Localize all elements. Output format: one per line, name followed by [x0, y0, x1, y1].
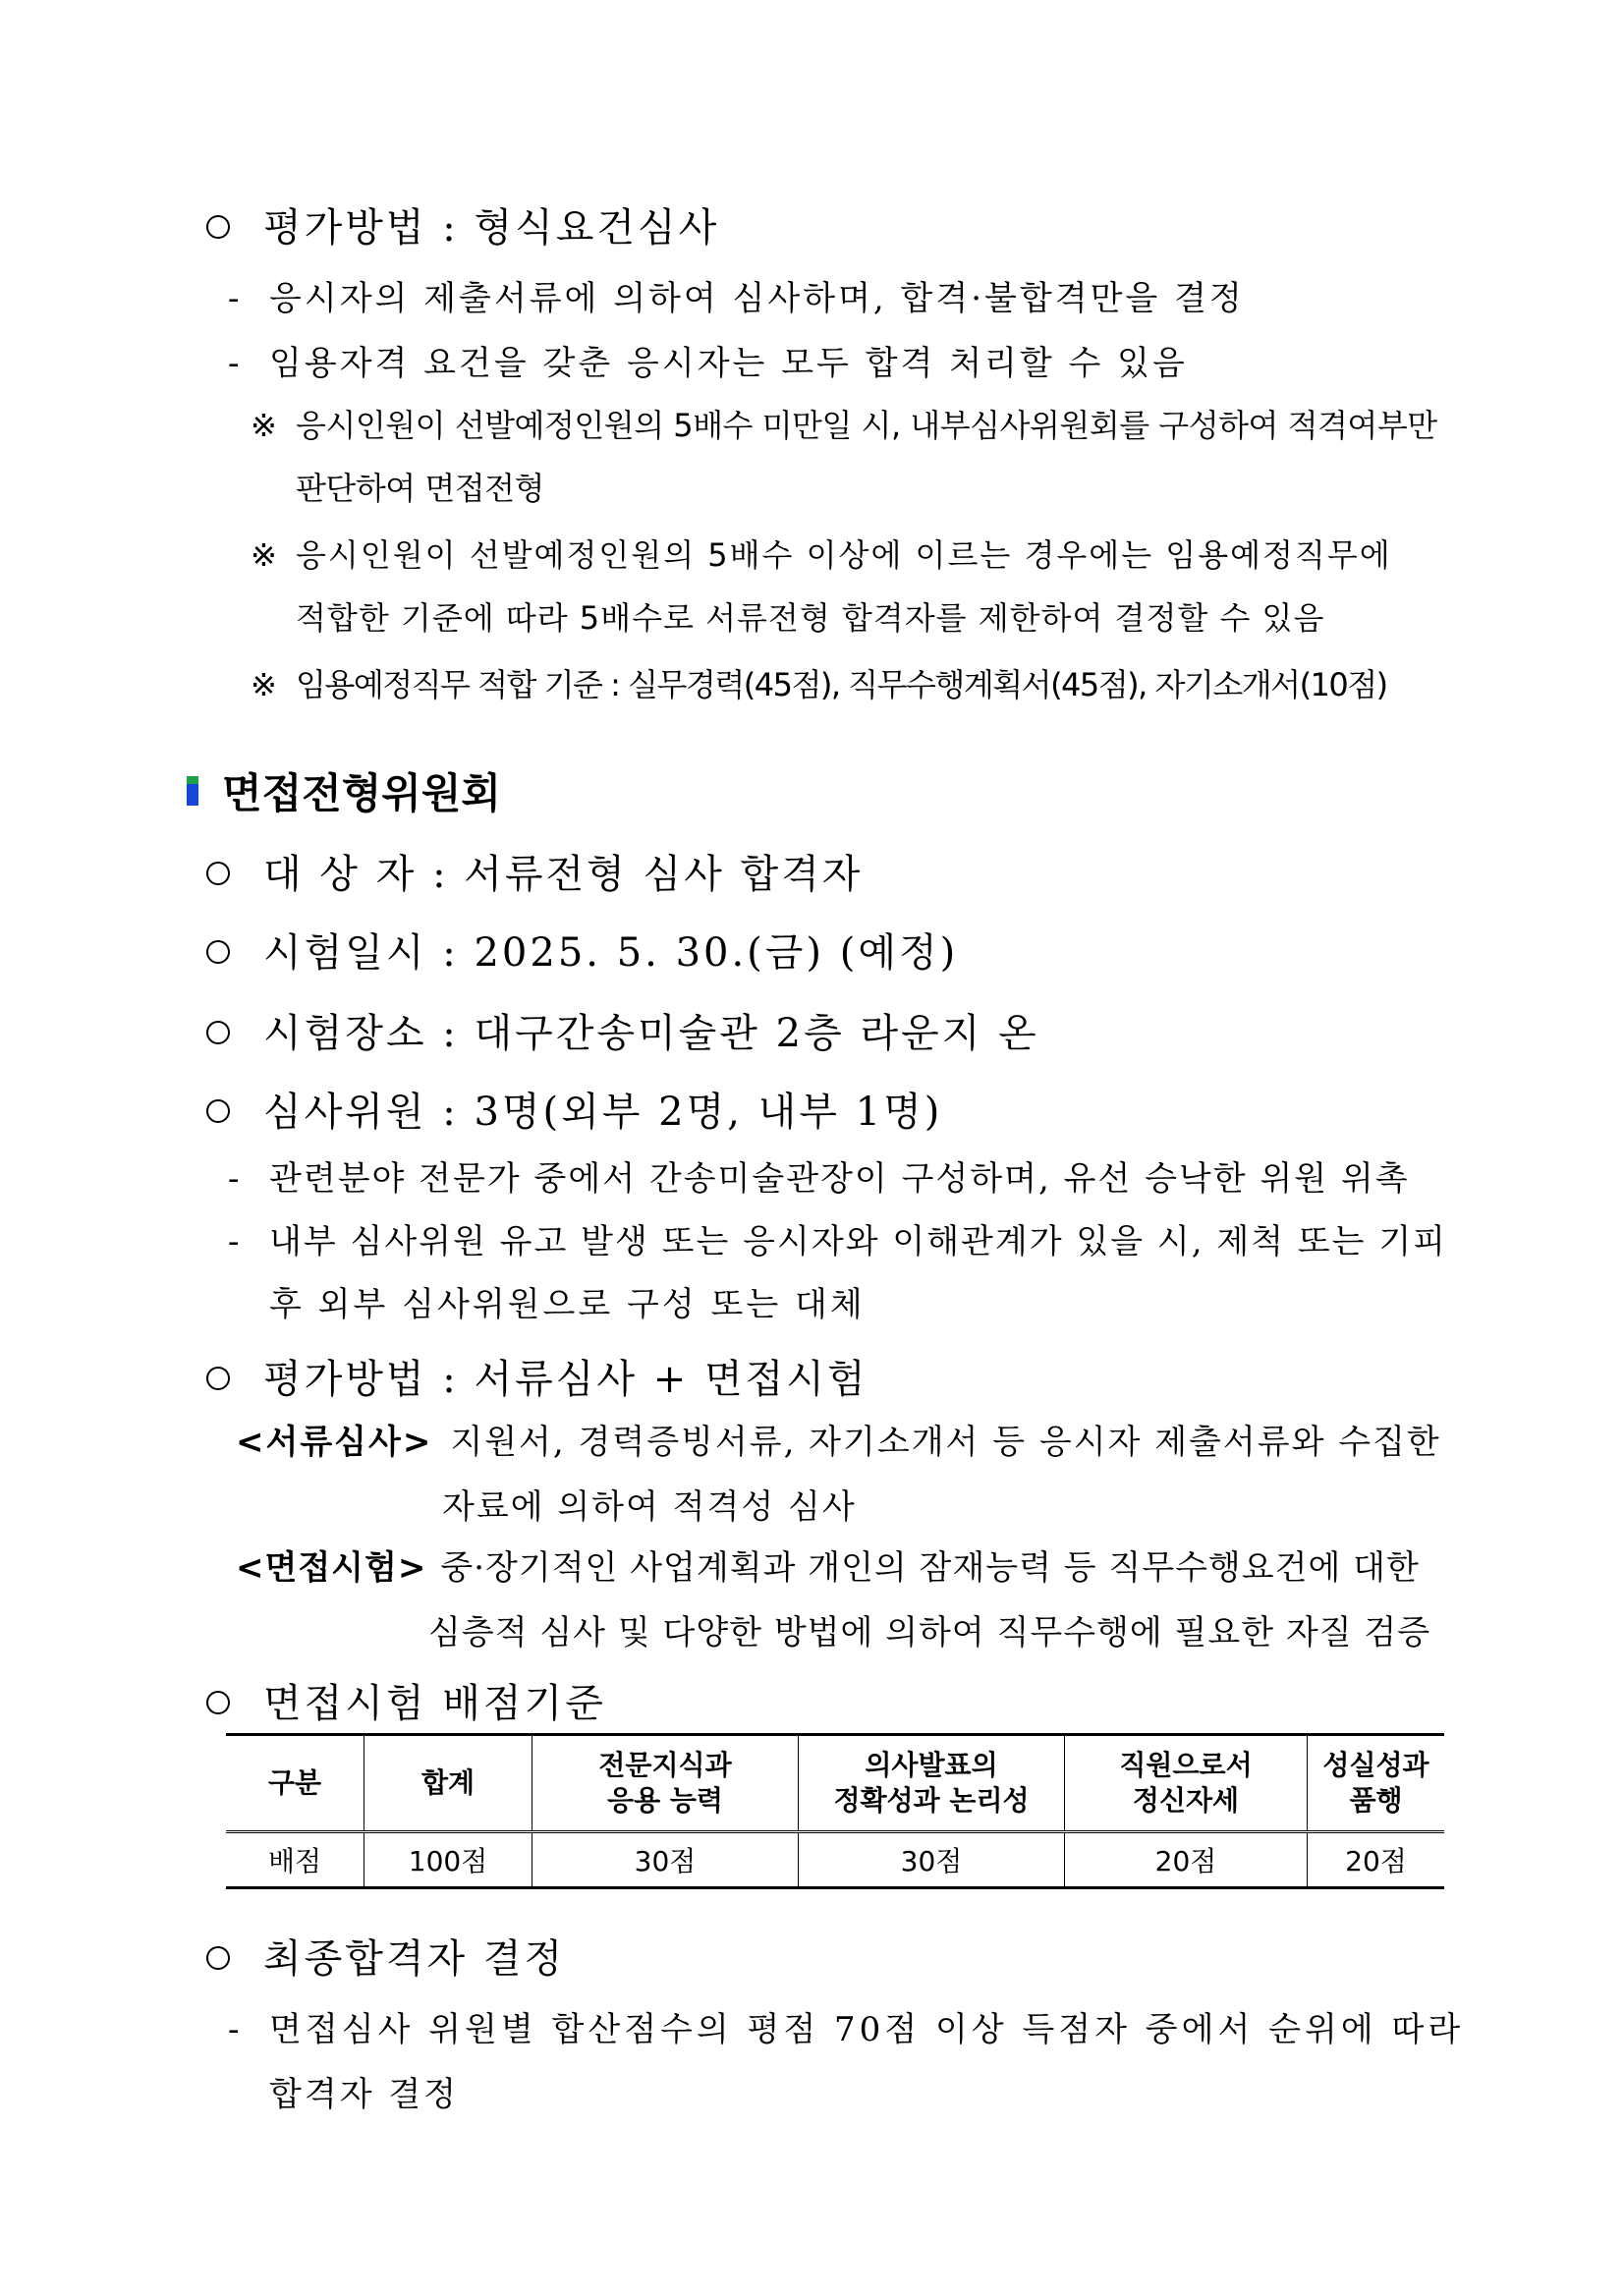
- eval-method-2-text: 평가방법 : 서류심사 + 면접시험: [263, 1357, 868, 1402]
- dash-text: 임용자격 요건을 갖춘 응시자는 모두 합격 처리할 수 있음: [269, 344, 1188, 383]
- circle-bullet-icon: [206, 215, 230, 239]
- score-table: [226, 1733, 1444, 1889]
- doc-review-text: 지원서, 경력증빙서류, 자기소개서 등 응시자 제출서류와 수집한: [450, 1423, 1441, 1462]
- circle-bullet-icon: [206, 1367, 230, 1390]
- table-header-cell: 합계: [364, 1735, 532, 1832]
- note-text: 판단하여 면접전형: [296, 470, 544, 507]
- circle-bullet-icon: [206, 1946, 230, 1970]
- table-header-row: [226, 1735, 1444, 1832]
- circle-bullet-icon: [206, 940, 230, 964]
- reference-mark-icon: ※: [251, 407, 277, 444]
- final-text: 최종합격자 결정: [263, 1936, 566, 1982]
- section-bullet-icon: [187, 776, 198, 806]
- target-item: [206, 843, 863, 899]
- interview-label: <면접시험>: [236, 1548, 427, 1588]
- table-header-cell: 전문지식과 응용 능력: [532, 1735, 799, 1832]
- eval-method-2-item: [206, 1348, 868, 1404]
- eval-method-text: 평가방법 : 형식요건심사: [263, 205, 720, 251]
- reference-mark-icon: ※: [251, 536, 279, 574]
- note-text: 적합한 기준에 따라 5배수로 서류전형 합격자를 제한하여 결정할 수 있음: [296, 599, 1325, 637]
- dash-text: 응시자의 제출서류에 의하여 심사하며, 합격·불합격만을 결정: [269, 279, 1245, 318]
- dash-continuation: [269, 2067, 459, 2115]
- date-text: 시험일시 : 2025. 5. 30.(금) (예정): [263, 930, 959, 976]
- interview-continuation: [428, 1605, 1430, 1653]
- note-text: 응시인원이 선발예정인원의 5배수 미만일 시, 내부심사위원회를 구성하여 적격여부만: [296, 407, 1437, 444]
- dash-symbol: -: [228, 1159, 242, 1199]
- table-header-cell: 성실성과 품행: [1308, 1735, 1445, 1832]
- circle-bullet-icon: [206, 1021, 230, 1044]
- circle-bullet-icon: [206, 862, 230, 885]
- note-continuation: [296, 464, 544, 509]
- date-item: [206, 922, 958, 978]
- table-cell: 20점: [1065, 1832, 1308, 1888]
- dash-continuation: [269, 1277, 866, 1325]
- doc-review-text: 자료에 의하여 적격성 심사: [442, 1487, 857, 1527]
- dash-line: [228, 1151, 1410, 1200]
- note-line: [251, 401, 1437, 446]
- doc-review-label: <서류심사>: [236, 1423, 433, 1462]
- table-header-cell: 의사발표의 정확성과 논리성: [799, 1735, 1065, 1832]
- table-cell: 30점: [532, 1832, 799, 1888]
- final-item: [206, 1928, 565, 1984]
- table-row: [226, 1832, 1444, 1888]
- dash-text: 관련분야 전문가 중에서 간송미술관장이 구성하며, 유선 승낙한 위원 위촉: [269, 1159, 1410, 1199]
- interview-line: [236, 1540, 1420, 1589]
- note-line: [251, 531, 1392, 576]
- place-text: 시험장소 : 대구간송미술관 2층 라운지 온: [263, 1011, 1039, 1056]
- note-text: 응시인원이 선발예정인원의 5배수 이상에 이르는 경우에는 임용예정직무에: [296, 536, 1392, 574]
- dash-symbol: -: [228, 279, 243, 318]
- dash-line: [228, 2002, 1464, 2050]
- table-cell: 배점: [267, 1845, 322, 1877]
- judges-text: 심사위원 : 3명(외부 2명, 내부 1명): [263, 1090, 943, 1135]
- doc-review-line: [236, 1415, 1441, 1463]
- dash-line: [228, 271, 1245, 319]
- target-text: 대 상 자 : 서류전형 심사 합격자: [263, 852, 864, 897]
- table-cell: 20점: [1308, 1832, 1445, 1888]
- note-text: 임용예정직무 적합 기준 : 실무경력(45점), 직무수행계획서(45점), 자기소개서(10점): [296, 666, 1387, 703]
- table-cell: 100점: [364, 1832, 532, 1888]
- dash-text: 합격자 결정: [269, 2075, 460, 2114]
- place-item: [206, 1002, 1039, 1058]
- table-cell: 30점: [799, 1832, 1065, 1888]
- dash-text: 후 외부 심사위원으로 구성 또는 대체: [269, 1285, 866, 1324]
- dash-line: [228, 1214, 1447, 1262]
- dash-text: 면접심사 위원별 합산점수의 평점 70점 이상 득점자 중에서 순위에 따라: [269, 2010, 1465, 2049]
- table-header-cell: 직원으로서 정신자세: [1065, 1735, 1308, 1832]
- circle-bullet-icon: [206, 1691, 230, 1714]
- doc-review-continuation: [442, 1480, 857, 1528]
- judges-item: [206, 1081, 942, 1137]
- dash-text: 내부 심사위원 유고 발생 또는 응시자와 이해관계가 있을 시, 제척 또는 기피: [269, 1222, 1448, 1261]
- eval-method-heading: [206, 196, 719, 252]
- note-continuation: [296, 593, 1324, 639]
- dash-symbol: -: [228, 1222, 242, 1261]
- score-criteria-text: 면접시험 배점기준: [263, 1681, 606, 1726]
- table-header-cell: 구분: [267, 1766, 322, 1799]
- section-heading: [187, 761, 501, 820]
- circle-bullet-icon: [206, 1099, 230, 1123]
- note-line: [251, 660, 1387, 705]
- score-criteria-item: [206, 1672, 606, 1728]
- dash-symbol: -: [228, 2010, 244, 2049]
- interview-text: 중·장기적인 사업계획과 개인의 잠재능력 등 직무수행요건에 대한: [440, 1548, 1420, 1588]
- section-title: 면접전형위원회: [222, 769, 502, 817]
- interview-text: 심층적 심사 및 다양한 방법에 의하여 직무수행에 필요한 자질 검증: [428, 1613, 1431, 1652]
- reference-mark-icon: ※: [251, 666, 276, 703]
- dash-symbol: -: [228, 344, 243, 383]
- dash-line: [228, 336, 1188, 384]
